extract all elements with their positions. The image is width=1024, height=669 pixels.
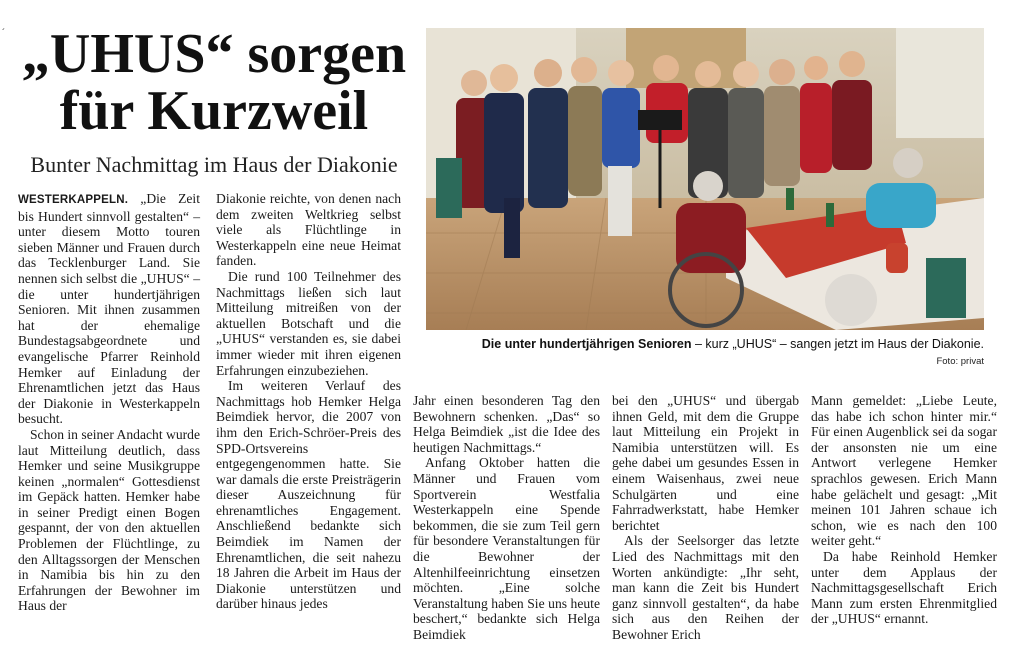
- paragraph-text: „Die Zeit bis Hundert sinnvoll gestalten“ – unter diesem Motto touren sieben Männer und Frauen durch das Tecklenburger Land. Sie nennen sich selbst die „UHUS“ – die unter hundertjährigen Senioren. Mit ihnen zusammen hat der ehemalige Bundestagsabgeordnete und evangelische Pfarrer Reinhold Hemker auf Einladung der Ehrenamtlichen jetzt das Haus der Diakonie in Westerkappeln besucht.: [18, 191, 200, 427]
- text-column-4: [612, 393, 799, 643]
- photo-caption: [426, 337, 984, 351]
- caption-bold: Die unter hundertjährigen Senioren: [481, 337, 692, 351]
- text-column-5: [811, 393, 997, 627]
- paragraph: Schon in seiner Andacht wurde laut Mitteilung deutlich, dass Hemker und seine Musikgruppe keinen „normalen“ Gottesdienst im Gepäck hatten. Hemker habe in seiner Predigt einen Bogen gespannt, der von den aktuellen Problemen der Flüchtlinge, zu den Alltagssorgen der Menschen in Namibia bis hin zu den Erfahrungen der Bewohner im Haus der: [18, 426, 200, 614]
- paragraph: Anfang Oktober hatten die Männer und Frauen vom Sportverein Westfalia Westerkappeln eine Spende bekommen, die sie zum Teil gern für besondere Veranstaltungen für die Bewohner der Altenhilfeeinrichtung einsetzen möchten. „Eine solche Veranstaltung haben Sie uns heute beschert,“ bedankte sich Helga Beimdiek: [413, 455, 600, 642]
- caption-text: – kurz „UHUS“ – sangen jetzt im Haus der Diakonie.: [691, 337, 984, 351]
- page-corner-mark: ´: [2, 28, 6, 39]
- paragraph: Mann gemeldet: „Liebe Leute, das habe ich schon hinter mir.“ Für einen Augenblick sei da sogar der ansonsten nie um eine Antwort verlegene Hemker sprachlos gewesen. Erich Mann habe gelächelt und gesagt: „Mit meinen 101 Jahren schaue ich schon, wie es nach den 100 weiter geht.“: [811, 393, 997, 549]
- paragraph: Die rund 100 Teilnehmer des Nachmittags ließen sich laut Mitteilung mitreißen von der aktuellen Botschaft und die „UHUS“ verstanden es, sie dabei immer wieder mit ihren eigenen Erfahrungen einzubeziehen.: [216, 268, 401, 378]
- headline: [18, 23, 410, 142]
- paragraph: Als der Seelsorger das letzte Lied des Nachmittags mit den Worten ankündigte: „Ihr seht, man kann die Zeit bis Hundert ganz sinnvoll gestalten“, da habe sich aus den Reihen der Bewohner Erich: [612, 533, 799, 642]
- paragraph: Im weiteren Verlauf des Nachmittags hob Hemker Helga Beimdiek hervor, die 2007 von ihm den Erich-Schröer-Preis des SPD-Ortsvereins entgegengenommen hatte. Sie war damals die erste Preisträgerin dieser Auszeichnung für ehrenamtliches Engagement. Anschließend bedankte sich Beimdiek im Namen der Ehrenamtlichen, die seit nahezu 18 Jahren die Arbeit im Haus der Diakonie unterstützen und darüber hinaus jedes: [216, 378, 401, 612]
- headline-line-1: „UHUS“ sorgen: [21, 23, 407, 85]
- paragraph: Jahr einen besonderen Tag den Bewohnern schenken. „Das“ so Helga Beimdiek „ist die Idee des heutigen Nachmittags.“: [413, 393, 600, 455]
- dateline: WESTERKAPPELN.: [18, 194, 129, 206]
- text-column-1: [18, 191, 200, 614]
- headline-line-2: für Kurzweil: [59, 80, 369, 142]
- paragraph: [18, 191, 200, 427]
- news-photo: [426, 28, 984, 330]
- paragraph: bei den „UHUS“ und übergab ihnen Geld, mit dem die Gruppe laut Mitteilung ein Projekt in Namibia unterstützen will. Es gehe dabei um gesundes Essen in einem Waisenhaus, zwei neue Schulgärten und eine Fahrradwerkstatt, habe Hemker berichtet: [612, 393, 799, 533]
- text-column-2: [216, 191, 401, 612]
- paragraph: Diakonie reichte, von denen nach dem zweiten Weltkrieg selbst viele als Flüchtlinge in Westerkappeln eine neue Heimat fanden.: [216, 191, 401, 269]
- photo-credit: Foto: privat: [936, 356, 984, 367]
- subheadline: Bunter Nachmittag im Haus der Diakonie: [30, 152, 398, 177]
- group-photo-illustration: [426, 28, 984, 330]
- text-column-3: [413, 393, 600, 643]
- paragraph: Da habe Reinhold Hemker unter dem Applaus der Nachmittagsgesellschaft Erich Mann zum ersten Ehrenmitglied der „UHUS“ ernannt.: [811, 548, 997, 627]
